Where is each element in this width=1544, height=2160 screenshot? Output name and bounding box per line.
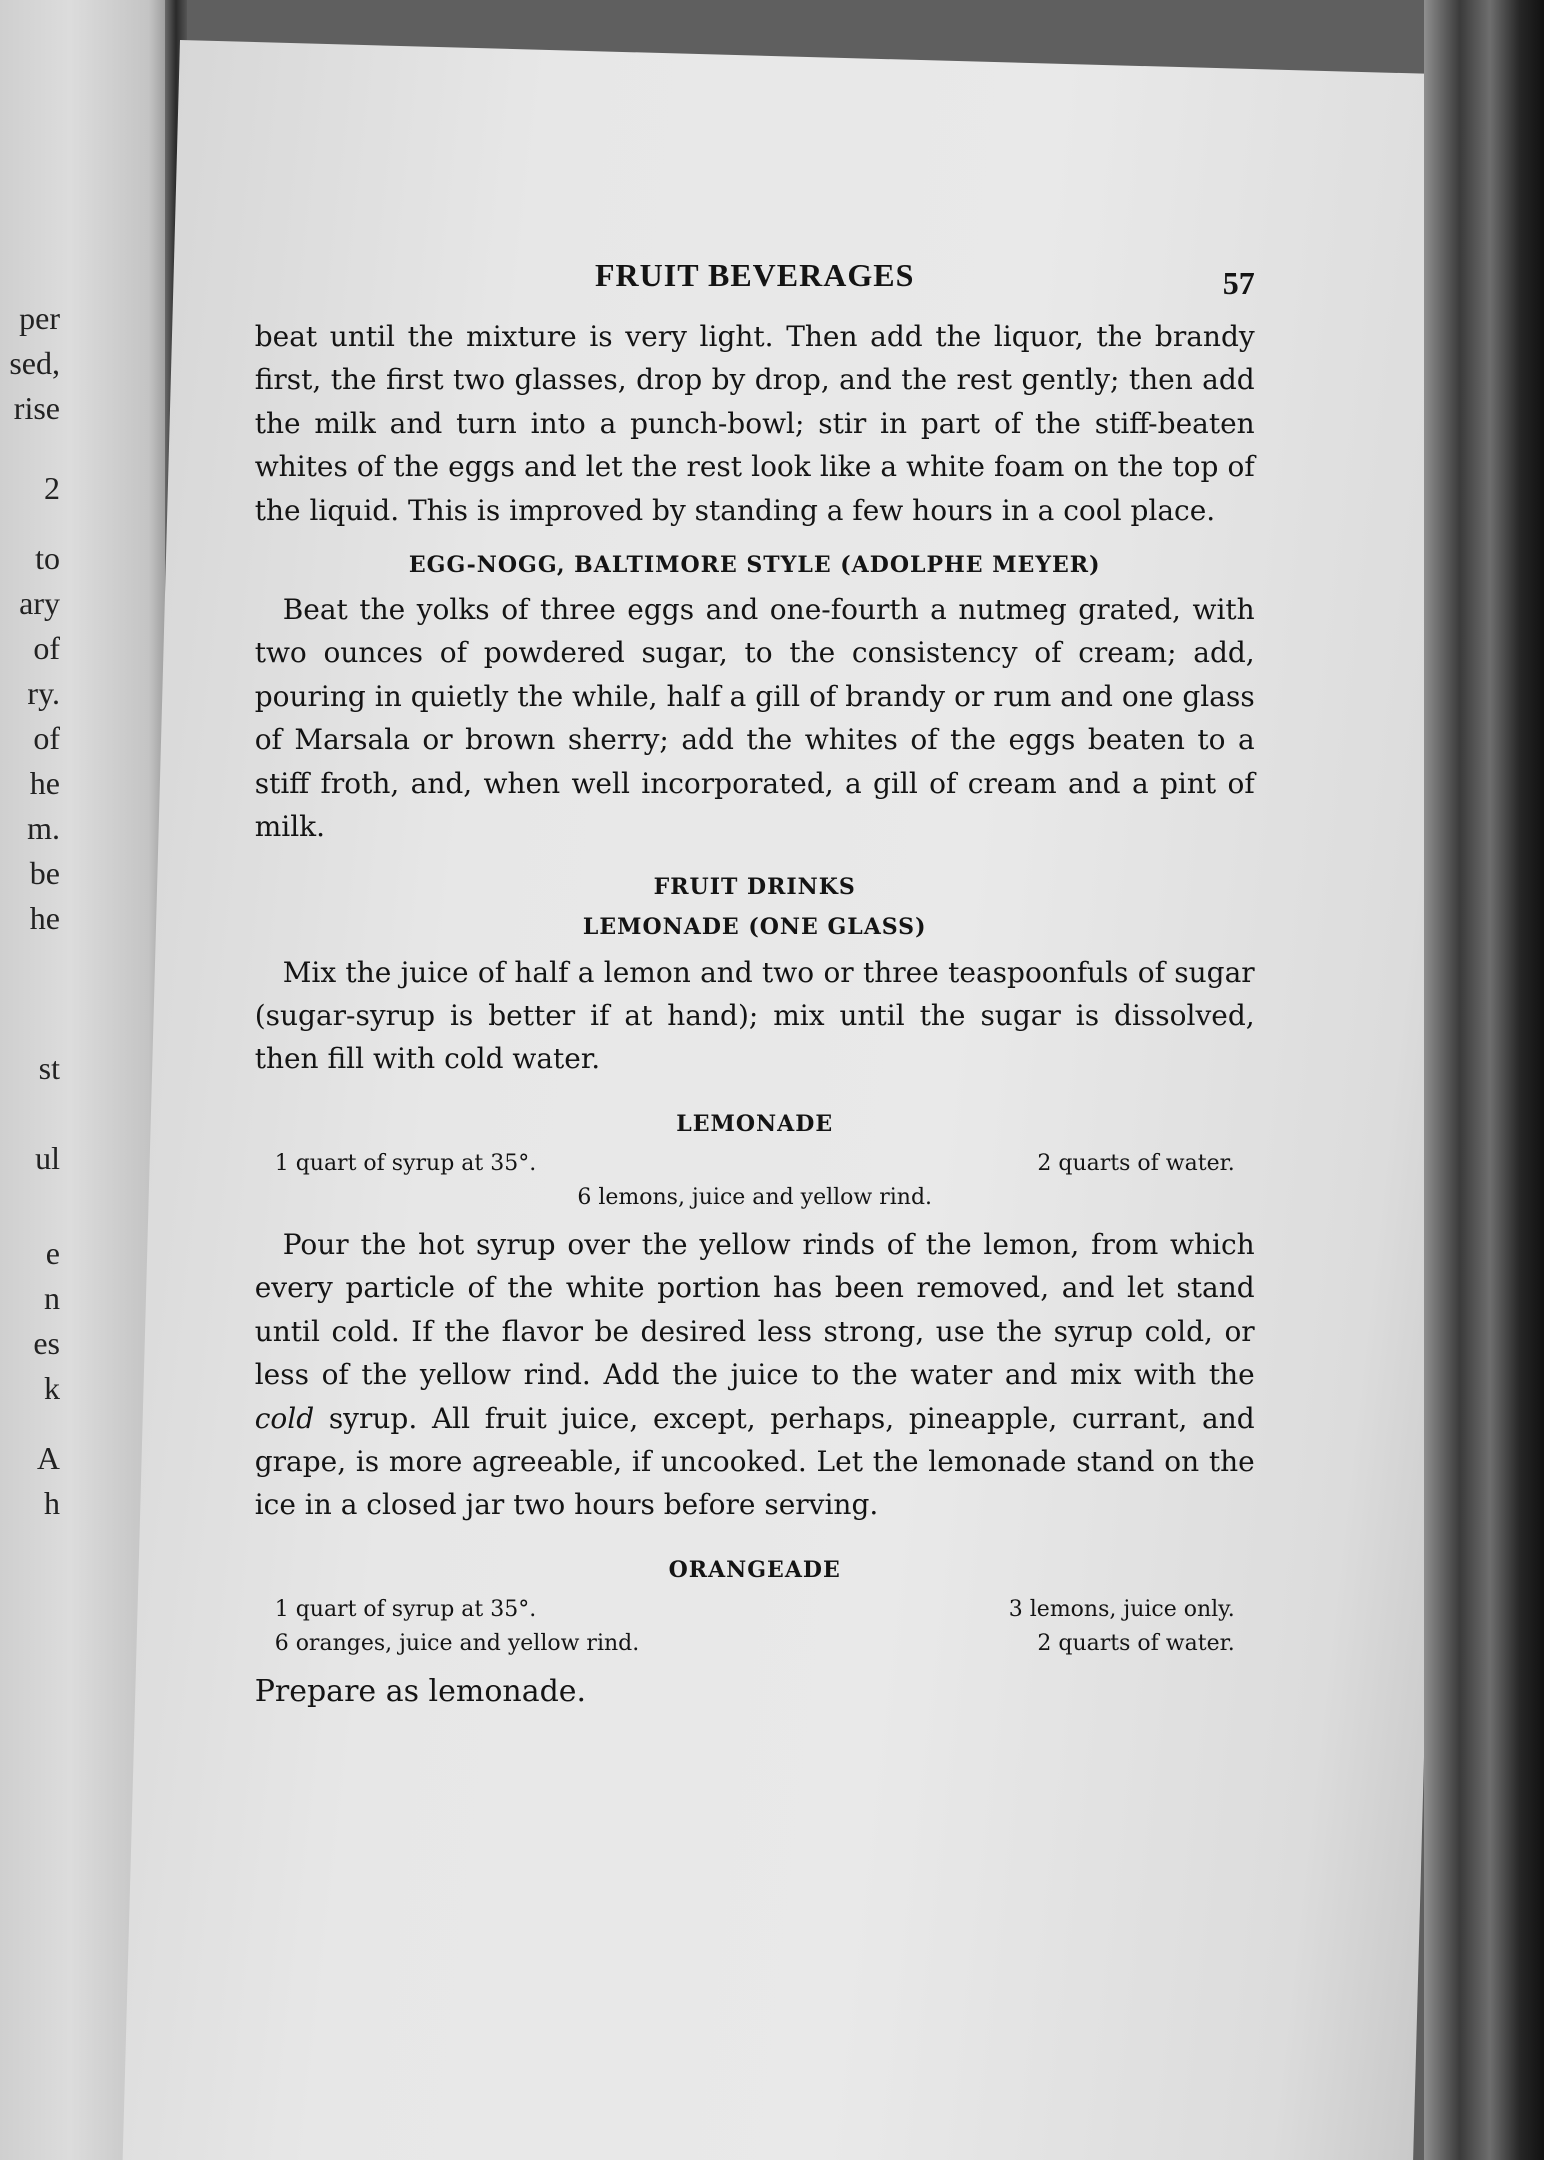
ingredient-row [255, 1593, 1255, 1627]
ingredient-item: 2 quarts of water. [1037, 1150, 1235, 1176]
ingredient-item: 6 lemons, juice and yellow rind. [577, 1184, 933, 1210]
left-fragment: ul [35, 1140, 60, 1176]
page-text-block [255, 251, 1255, 1716]
lemonade-paragraph [255, 1223, 1255, 1527]
left-fragment: es [33, 1325, 60, 1361]
eggnog-heading: EGG-NOGG, BALTIMORE STYLE (ADOLPHE MEYER) [408, 551, 1101, 578]
orangeade-heading: ORANGEADE [668, 1556, 841, 1583]
left-fragment: sed, [9, 345, 60, 381]
fruit-drinks-heading: FRUIT DRINKS [653, 874, 856, 901]
left-fragment: per [19, 300, 60, 336]
lemonade-text-part: syrup. All fruit juice, except, perhaps, pineapple, currant, and grape, is more agreeable, if uncooked. Let the lemonade stand on the ice in a closed jar two hours before serving. [254, 1401, 1255, 1522]
ingredient-item: 2 quarts of water. [1037, 1630, 1235, 1656]
left-fragment: he [29, 765, 60, 801]
left-fragment: he [29, 900, 60, 936]
left-fragment: n [44, 1280, 60, 1316]
lemonade-italic-word: cold [254, 1401, 315, 1435]
intro-paragraph: beat until the mixture is very light. Then add the liquor, the brandy first, the first two glasses, drop by drop, and the rest gently; then add the milk and turn into a punch-bowl; stir in part of the stiff-beaten whites of the eggs and let the rest look like a white foam on the top of the liquid. This is improved by standing a few hours in a cool place. [254, 319, 1255, 527]
left-fragment: m. [27, 810, 60, 846]
lemonade-heading: LEMONADE [676, 1110, 834, 1137]
page-edge-stack [1424, 0, 1544, 2160]
left-fragment: rise [13, 390, 60, 426]
running-title: FRUIT BEVERAGES [595, 256, 915, 293]
left-fragment: A [36, 1440, 60, 1476]
left-fragment: h [44, 1485, 60, 1521]
ingredient-item: 1 quart of syrup at 35°. [274, 1150, 537, 1176]
left-fragment: of [33, 630, 60, 666]
left-fragment: e [45, 1235, 60, 1271]
left-fragment: 2 [44, 470, 60, 506]
page-number: 57 [1222, 264, 1255, 301]
running-head [255, 251, 1255, 311]
left-fragment: be [29, 855, 60, 891]
left-fragment: to [35, 540, 60, 576]
eggnog-paragraph: Beat the yolks of three eggs and one-fourth a nutmeg grated, with two ounces of powdered sugar, to the consistency of cream; add, pouring in quietly the while, half a gill of brandy or rum and one glass of Marsala or brown sherry; add the whites of the eggs beaten to a stiff froth, and, when well incorporated, a gill of cream and a pint of milk. [254, 592, 1255, 843]
ingredient-row [255, 1147, 1255, 1181]
orangeade-paragraph: Prepare as lemonade. [254, 1673, 587, 1709]
lemonade-one-glass-paragraph: Mix the juice of half a lemon and two or three teaspoonfuls of sugar (sugar-syrup is better if at hand); mix until the sugar is dissolved, then fill with cold water. [254, 955, 1255, 1076]
left-fragment: of [33, 720, 60, 756]
ingredient-item: 3 lemons, juice only. [1008, 1596, 1235, 1622]
right-page [122, 40, 1469, 2160]
lemonade-ingredients [255, 1147, 1255, 1215]
ingredient-row [255, 1627, 1255, 1661]
lemonade-one-glass-heading: LEMONADE (ONE GLASS) [582, 914, 927, 941]
left-fragment: st [38, 1050, 60, 1086]
ingredient-item: 1 quart of syrup at 35°. [274, 1596, 537, 1622]
left-fragment: ary [19, 585, 60, 621]
left-fragment: ry. [27, 675, 60, 711]
left-fragment: k [44, 1370, 60, 1406]
lemonade-text-part: Pour the hot syrup over the yellow rinds of the lemon, from which every particle of the white portion has been removed, and let stand until cold. If the flavor be desired less strong, use the syrup cold, or less of the yellow rind. Add the juice to the water and mix with the [254, 1227, 1255, 1392]
ingredient-item: 6 oranges, juice and yellow rind. [274, 1630, 640, 1656]
orangeade-ingredients [255, 1593, 1255, 1661]
